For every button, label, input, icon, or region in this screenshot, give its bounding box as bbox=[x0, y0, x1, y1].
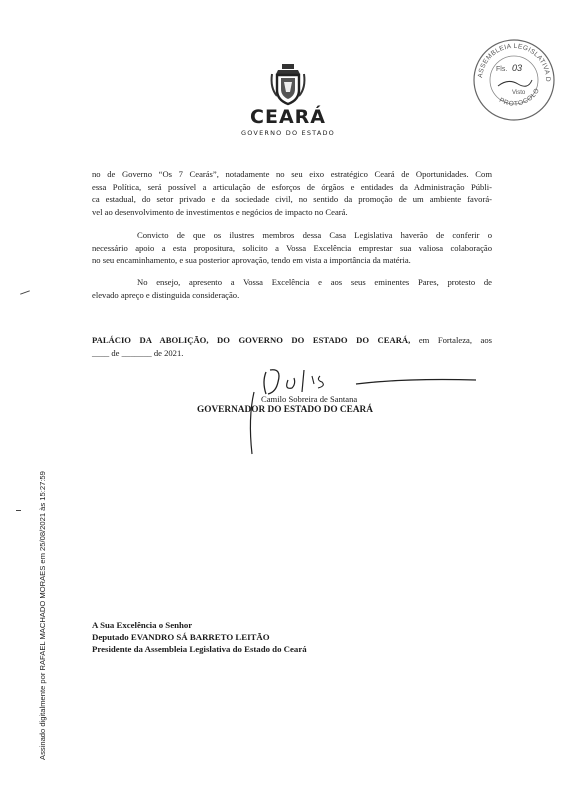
p2-line-1: Convicto de que os ilustres membros dessa Casa Legislativa haverão de conferir o bbox=[137, 230, 492, 240]
state-logo bbox=[238, 62, 338, 137]
recipient-line-1: A Sua Excelência o Senhor bbox=[92, 620, 193, 630]
stamp-visto-label: Visto bbox=[512, 90, 526, 96]
paragraph-3 bbox=[92, 276, 492, 301]
scan-mark bbox=[20, 290, 30, 294]
scan-mark bbox=[16, 510, 21, 511]
place-bold: PALÁCIO DA ABOLIÇÃO, DO GOVERNO DO ESTADO DO CEARÁ, bbox=[92, 335, 411, 345]
stamp-fl-value: 03 bbox=[512, 63, 523, 73]
p3-line-1: No ensejo, apresento a Vossa Excelência e aos seus eminentes Pares, protesto de bbox=[137, 277, 492, 287]
recipient-line-2: Deputado EVANDRO SÁ BARRETO LEITÃO bbox=[92, 631, 270, 642]
p2-line-2: necessário apoio a esta propositura, solicito a Vossa Excelência emprestar sua valiosa colaboração bbox=[92, 242, 492, 253]
date-line: ____ de _______ de 2021. bbox=[92, 347, 184, 358]
brand-subtitle: GOVERNO DO ESTADO bbox=[240, 129, 335, 137]
p3-line-2: elevado apreço e distinguida consideração. bbox=[92, 289, 240, 300]
place-rest: em Fortaleza, aos bbox=[410, 335, 492, 345]
p1-line-1: no de Governo “Os 7 Cearás”, notadamente no seu eixo estratégico Ceará de Oportunidades. Com bbox=[92, 169, 492, 179]
digital-signature-note: Assinado digitalmente por RAFAEL MACHADO MORAES em 25/08/2021 às 15:27:59 bbox=[38, 471, 47, 760]
svg-text:ASSEMBLEIA LEGISLATIVA DO CEAR bbox=[472, 38, 551, 82]
p2-line-3: no seu encaminhamento, e sua posterior aprovação, tendo em vista a importância da matéria. bbox=[92, 255, 411, 266]
p1-line-3: ca estadual, do setor privado e da sociedade civil, no sentido da promoção de um ambiente favorá- bbox=[92, 194, 492, 205]
p1-line-2: essa Política, será possível a articulação de esforços de órgãos e entidades da Administração Públi- bbox=[92, 181, 492, 192]
p1-line-4: vel ao desenvolvimento de investimentos e negócios de impacto no Ceará. bbox=[92, 206, 348, 217]
place-date-block bbox=[92, 334, 492, 359]
recipient-block bbox=[92, 620, 307, 655]
protocol-stamp bbox=[472, 38, 556, 122]
signatory-name: Camilo Sobreira de Santana bbox=[261, 394, 358, 404]
recipient-line-3: Presidente da Assembleia Legislativa do Estado do Ceará bbox=[92, 643, 307, 654]
stamp-seal-icon bbox=[472, 38, 556, 122]
stamp-top-text: ASSEMBLEIA LEGISLATIVA D bbox=[477, 42, 552, 83]
signatory-title: GOVERNADOR DO ESTADO DO CEARÁ bbox=[197, 405, 373, 415]
brand-wordmark: CEARÁ bbox=[250, 106, 326, 128]
stamp-fl-label: Fls. bbox=[496, 66, 508, 73]
place-line bbox=[92, 334, 492, 347]
stamp-bottom-text: PROTOCOLO bbox=[497, 86, 542, 108]
coat-of-arms-icon bbox=[268, 62, 308, 106]
paragraph-2 bbox=[92, 229, 492, 267]
paragraph-1 bbox=[92, 168, 492, 218]
